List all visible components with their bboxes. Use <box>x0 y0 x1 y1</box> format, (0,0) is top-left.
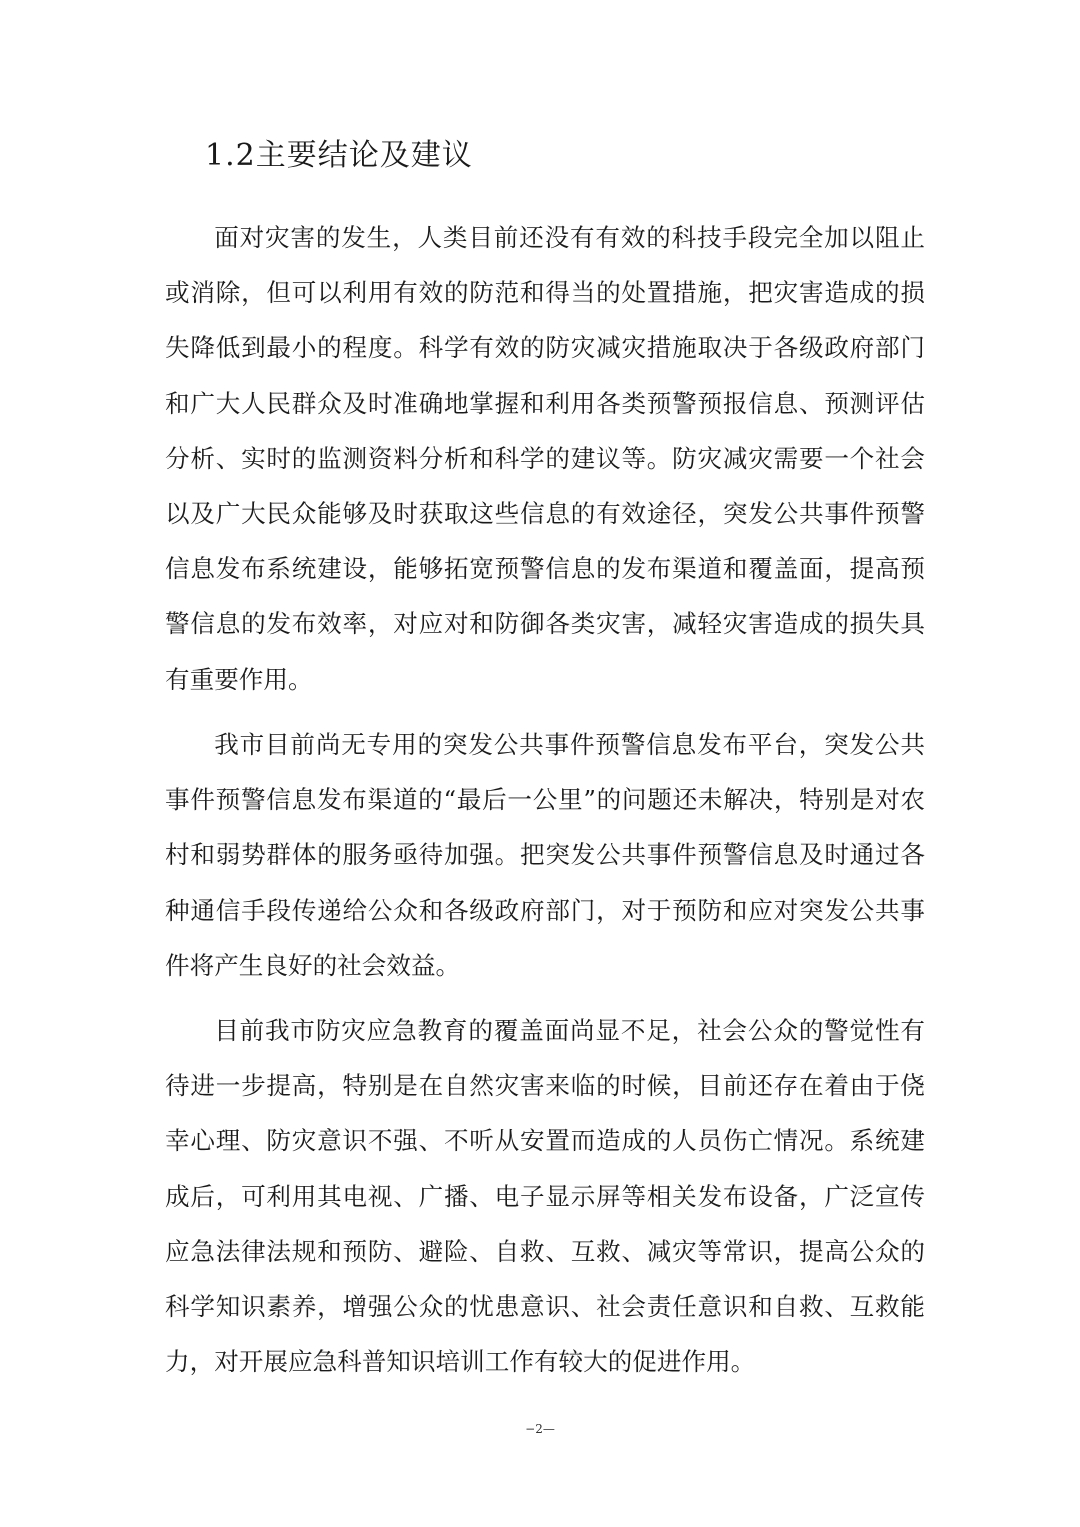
paragraph-emergency-education: 目前我市防灾应急教育的覆盖面尚显不足，社会公众的警觉性有待进一步提高，特别是在自然灾害来临的时候，目前还存在着由于侥幸心理、防灾意识不强、不听从安置而造成的人员伤亡情况。系统建成后，可利用其电视、广播、电子显示屏等相关发布设备，广泛宣传应急法律法规和预防、避险、自救、互救、减灾等常识，提高公众的科学知识素养，增强公众的忧患意识、社会责任意识和自救、互救能力，对开展应急科普知识培训工作有较大的促进作用。 <box>165 1016 925 1377</box>
paragraph-warning-platform: 我市目前尚无专用的突发公共事件预警信息发布平台，突发公共事件预警信息发布渠道的“最后一公里”的问题还未解决，特别是对农村和弱势群体的服务亟待加强。把突发公共事件预警信息及时通过各种通信手段传递给公众和各级政府部门，对于预防和应对突发公共事件将产生良好的社会效益。 <box>165 730 925 980</box>
section-heading: 1.2主要结论及建议 <box>205 138 473 173</box>
page-number: −2— <box>525 1422 555 1436</box>
paragraph-disaster-warning: 面对灾害的发生，人类目前还没有有效的科技手段完全加以阻止或消除，但可以利用有效的防范和得当的处置措施，把灾害造成的损失降低到最小的程度。科学有效的防灾减灾措施取决于各级政府部门和广大人民群众及时准确地掌握和利用各类预警预报信息、预测评估分析、实时的监测资料分析和科学的建议等。防灾减灾需要一个社会以及广大民众能够及时获取这些信息的有效途径，突发公共事件预警信息发布系统建设，能够拓宽预警信息的发布渠道和覆盖面，提高预警信息的发布效率，对应对和防御各类灾害，减轻灾害造成的损失具有重要作用。 <box>165 223 925 694</box>
